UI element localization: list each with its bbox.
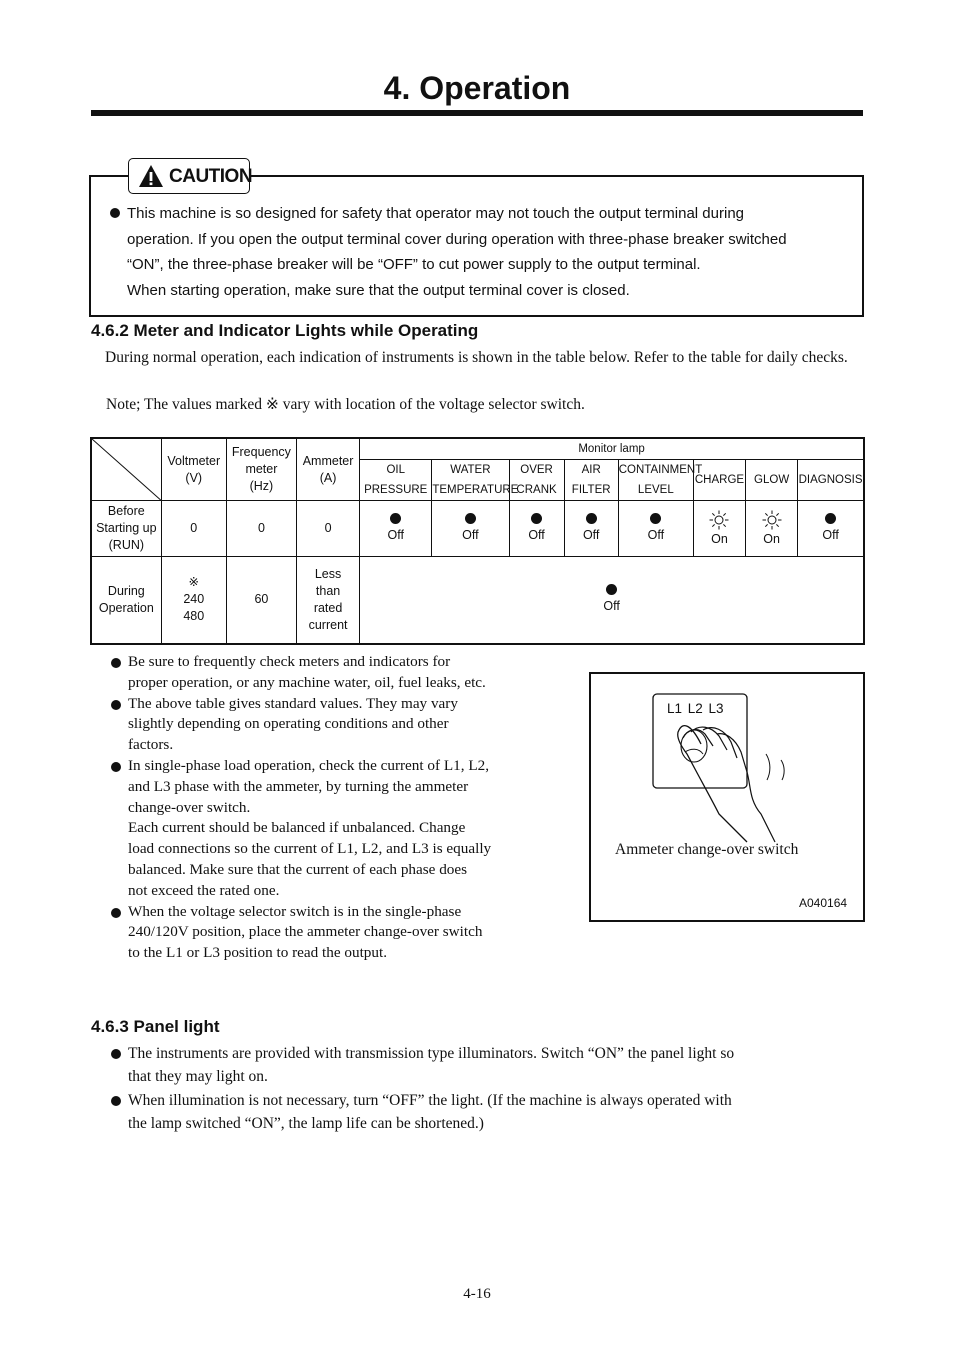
meter-indicator-table <box>90 437 865 645</box>
list-item: The instruments are provided with transmission type illuminators. Switch “ON” the panel light so that they may light on. <box>109 1042 854 1088</box>
caution-line: When starting operation, make sure that the output terminal cover is closed. <box>127 282 630 300</box>
list-item: The above table gives standard values. They may vary slightly depending on operating conditions and other factors. <box>109 694 569 756</box>
during-voltmeter-value: ※ 240 480 <box>161 557 226 644</box>
lit-lamp-icon <box>709 510 729 530</box>
during-lamps-all: Off <box>360 557 864 644</box>
filled-dot-icon <box>465 513 476 524</box>
lamp-header-oil-pressure: OIL PRESSURE <box>360 460 432 501</box>
check-notes-list <box>109 652 569 964</box>
caution-text <box>108 201 843 304</box>
caution-line: operation. If you open the output terminal cover during operation with three-phase breaker switched <box>127 230 787 248</box>
filled-dot-icon <box>390 513 401 524</box>
list-item: In single-phase load operation, check the current of L1, L2, and L3 phase with the ammeter, by turning the ammeter change-over switch. Each current should be balanced if unbalanced. Change load connections so the current of L1, L2, and L3 is equally balanced. Make sure that the current of each phase does not exceed the rated one. <box>109 756 569 902</box>
lamp-header-water-temperature: WATER TEMPERATURE <box>432 460 509 501</box>
page-title: 4. Operation <box>383 70 571 106</box>
section-intro: During normal operation, each indication of instruments is shown in the table below. Refer to the table for daily checks. <box>105 349 848 366</box>
section-note: Note; The values marked ※ vary with location of the voltage selector switch. <box>106 396 585 413</box>
before-lamp-glow: On <box>746 501 798 557</box>
filled-dot-icon <box>825 513 836 524</box>
section-heading-4-6-2: 4.6.2 Meter and Indicator Lights while Operating <box>91 321 479 340</box>
row-label-during-operation: During Operation <box>91 557 161 644</box>
before-lamp-oil-pressure: Off <box>360 501 432 557</box>
figure-code: A040164 <box>799 896 848 910</box>
ammeter-switch-illustration <box>591 674 863 844</box>
lamp-header-diagnosis: DIAGNOSIS <box>798 460 864 501</box>
filled-dot-icon <box>606 584 617 595</box>
before-ammeter-value: 0 <box>297 501 360 557</box>
diagonal-header-cell <box>91 438 161 501</box>
during-ammeter-value: Less than rated current <box>297 557 360 644</box>
before-lamp-charge: On <box>693 501 745 557</box>
filled-dot-icon <box>586 513 597 524</box>
page-number: 4-16 <box>463 1286 491 1302</box>
caution-label: CAUTION <box>169 166 253 187</box>
filled-dot-icon <box>650 513 661 524</box>
lamp-header-glow: GLOW <box>746 460 798 501</box>
warning-triangle-icon <box>138 164 164 188</box>
list-item: When illumination is not necessary, turn “OFF” the light. (If the machine is always operated with the lamp switched “ON”, the lamp life can be shortened.) <box>109 1089 854 1135</box>
before-lamp-over-crank: Off <box>509 501 564 557</box>
frequency-header: Frequency meter (Hz) <box>226 438 296 501</box>
before-lamp-containment-level: Off <box>618 501 693 557</box>
figure-caption: Ammeter change-over switch <box>615 841 799 858</box>
ammeter-header: Ammeter (A) <box>297 438 360 501</box>
lit-lamp-icon <box>762 510 782 530</box>
lamp-header-charge: CHARGE <box>693 460 745 501</box>
list-item: When the voltage selector switch is in the single-phase 240/120V position, place the ammeter change-over switch to the L1 or L3 position to read the output. <box>109 902 569 964</box>
panel-light-notes <box>109 1042 854 1136</box>
filled-dot-icon <box>531 513 542 524</box>
monitor-lamp-header: Monitor lamp <box>360 438 864 460</box>
before-voltmeter-value: 0 <box>161 501 226 557</box>
lamp-header-air-filter: AIR FILTER <box>564 460 618 501</box>
section-heading-4-6-3: 4.6.3 Panel light <box>91 1017 220 1036</box>
lamp-header-over-crank: OVER CRANK <box>509 460 564 501</box>
voltmeter-header: Voltmeter (V) <box>161 438 226 501</box>
before-lamp-water-temperature: Off <box>432 501 509 557</box>
lamp-header-containment-level: CONTAINMENT LEVEL <box>618 460 693 501</box>
row-label-before-starting: Before Starting up (RUN) <box>91 501 161 557</box>
before-lamp-air-filter: Off <box>564 501 618 557</box>
title-rule <box>91 110 863 116</box>
diagonal-line <box>92 439 161 500</box>
ammeter-switch-figure <box>589 672 865 922</box>
caution-line: “ON”, the three-phase breaker will be “OFF” to cut power supply to the output terminal. <box>127 256 701 274</box>
during-frequency-value: 60 <box>226 557 296 644</box>
caution-line: This machine is so designed for safety that operator may not touch the output terminal during <box>108 201 843 227</box>
caution-badge <box>128 158 253 194</box>
before-lamp-diagnosis: Off <box>798 501 864 557</box>
switch-position-labels: L1 L2 L3 <box>667 701 724 716</box>
before-frequency-value: 0 <box>226 501 296 557</box>
list-item: Be sure to frequently check meters and indicators for proper operation, or any machine water, oil, fuel leaks, etc. <box>109 652 569 694</box>
